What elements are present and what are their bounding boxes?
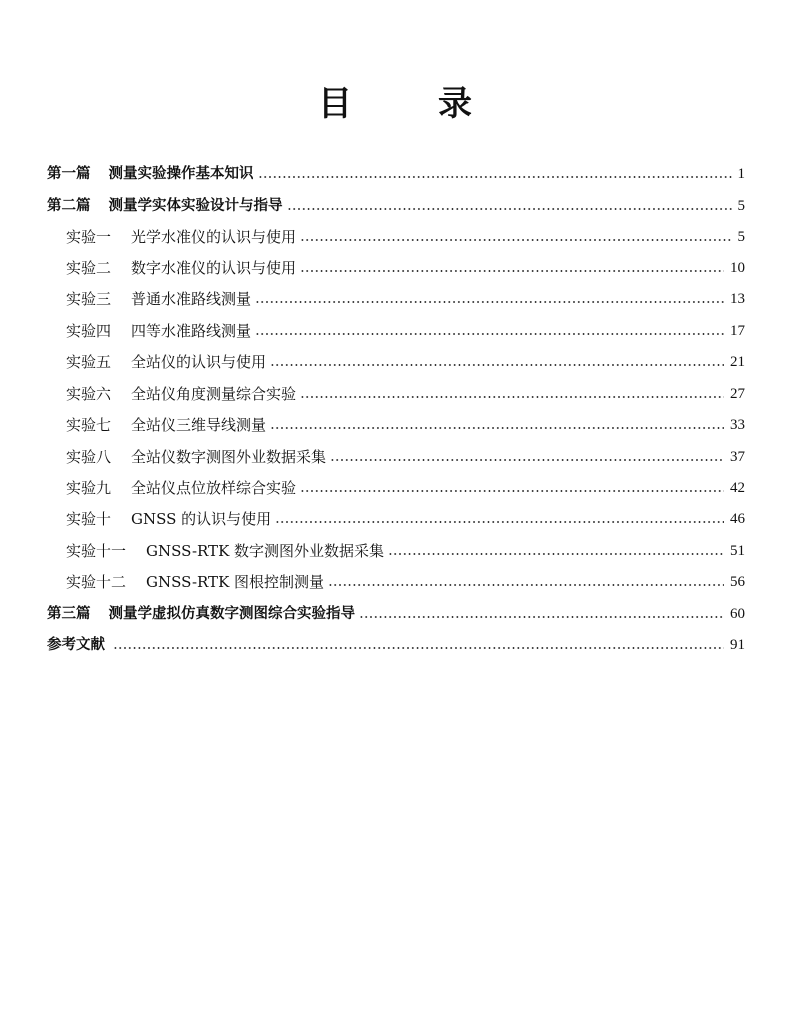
toc-entry-page: 33 <box>730 417 745 433</box>
toc-entry-number: 实验五 <box>66 353 112 371</box>
toc-entry-page: 17 <box>730 323 745 339</box>
toc-entry-number: 实验二 <box>66 259 112 277</box>
toc-entry-title: GNSS-RTK 数字测图外业数据采集 <box>146 542 385 560</box>
toc-entry-title: 全站仪角度测量综合实验 <box>131 385 297 403</box>
toc-entry-number: 实验九 <box>66 479 112 497</box>
dot-leader <box>258 176 732 178</box>
toc-entry-title: 四等水准路线测量 <box>131 322 252 340</box>
dot-leader <box>270 427 724 429</box>
toc-entry-references[interactable] <box>47 633 745 657</box>
toc-entry-exp-9[interactable] <box>66 476 745 500</box>
dot-leader <box>300 239 731 241</box>
toc-entry-exp-2[interactable] <box>66 256 745 280</box>
toc-entry-title: 全站仪数字测图外业数据采集 <box>131 448 327 466</box>
toc-entry-page: 46 <box>730 511 745 527</box>
toc-entry-exp-3[interactable] <box>66 287 745 311</box>
toc-entry-exp-1[interactable] <box>66 225 745 249</box>
toc-entry-exp-8[interactable] <box>66 445 745 469</box>
toc-entry-number: 实验四 <box>66 322 112 340</box>
toc-entry-page: 10 <box>730 260 745 276</box>
toc-entry-page: 51 <box>730 543 745 559</box>
toc-entry-page: 56 <box>730 574 745 590</box>
toc-entry-exp-12[interactable] <box>66 570 745 594</box>
dot-leader <box>359 616 724 618</box>
dot-leader <box>330 459 724 461</box>
toc-entry-number: 实验十一 <box>66 542 127 560</box>
toc-entry-part-3[interactable] <box>47 602 745 626</box>
toc-entry-part-1[interactable] <box>47 162 745 186</box>
toc-entry-number: 第二篇 <box>47 198 91 214</box>
toc-entry-title: 普通水准路线测量 <box>131 290 252 308</box>
toc-entry-title: 数字水准仪的认识与使用 <box>131 259 297 277</box>
toc-entry-title: 测量学虚拟仿真数字测图综合实验指导 <box>108 606 355 622</box>
toc-entry-number: 实验三 <box>66 290 112 308</box>
toc-entry-title: 光学水准仪的认识与使用 <box>131 228 297 246</box>
title-char-1: 目 <box>318 84 352 124</box>
toc-entry-page: 60 <box>730 606 745 622</box>
dot-leader <box>328 584 724 586</box>
dot-leader <box>300 490 724 492</box>
toc-entry-number: 第一篇 <box>47 166 91 182</box>
dot-leader <box>275 521 724 523</box>
toc-entry-page: 27 <box>730 386 745 402</box>
dot-leader <box>388 553 724 555</box>
toc-entry-number: 实验八 <box>66 448 112 466</box>
dot-leader <box>300 396 724 398</box>
toc-entry-title: 全站仪的认识与使用 <box>131 353 267 371</box>
toc-entry-page: 5 <box>737 198 745 214</box>
toc-entry-part-2[interactable] <box>47 194 745 218</box>
toc-entry-title: GNSS 的认识与使用 <box>131 510 272 528</box>
dot-leader <box>300 270 724 272</box>
toc-entry-title: 测量实验操作基本知识 <box>108 166 254 182</box>
toc-entry-page: 91 <box>730 637 745 653</box>
toc-entry-page: 1 <box>737 166 745 182</box>
title-char-2: 录 <box>438 84 472 124</box>
toc-entry-exp-5[interactable] <box>66 350 745 374</box>
toc-entry-page: 13 <box>730 291 745 307</box>
dot-leader <box>255 333 724 335</box>
toc-entry-page: 21 <box>730 354 745 370</box>
toc-entry-page: 42 <box>730 480 745 496</box>
toc-entry-title: 全站仪三维导线测量 <box>131 416 267 434</box>
dot-leader <box>113 647 724 649</box>
toc-entry-page: 5 <box>737 229 745 245</box>
toc-entry-exp-4[interactable] <box>66 319 745 343</box>
toc-entry-title: 测量学实体实验设计与指导 <box>108 198 283 214</box>
toc-entry-number: 参考文献 <box>47 637 105 653</box>
dot-leader <box>287 208 732 210</box>
toc-entry-page: 37 <box>730 449 745 465</box>
toc-entry-number: 第三篇 <box>47 606 91 622</box>
toc-entry-title: 全站仪点位放样综合实验 <box>131 479 297 497</box>
dot-leader <box>270 364 724 366</box>
toc-entry-number: 实验七 <box>66 416 112 434</box>
toc-entry-exp-10[interactable] <box>66 507 745 531</box>
toc-entry-number: 实验十二 <box>66 573 127 591</box>
toc-entry-exp-7[interactable] <box>66 413 745 437</box>
toc-entry-number: 实验一 <box>66 228 112 246</box>
page-title <box>0 82 790 126</box>
toc-entry-number: 实验十 <box>66 510 112 528</box>
dot-leader <box>255 301 724 303</box>
toc-entry-exp-11[interactable] <box>66 539 745 563</box>
toc-entry-title: GNSS-RTK 图根控制测量 <box>146 573 325 591</box>
toc-entry-number: 实验六 <box>66 385 112 403</box>
toc-entry-exp-6[interactable] <box>66 382 745 406</box>
